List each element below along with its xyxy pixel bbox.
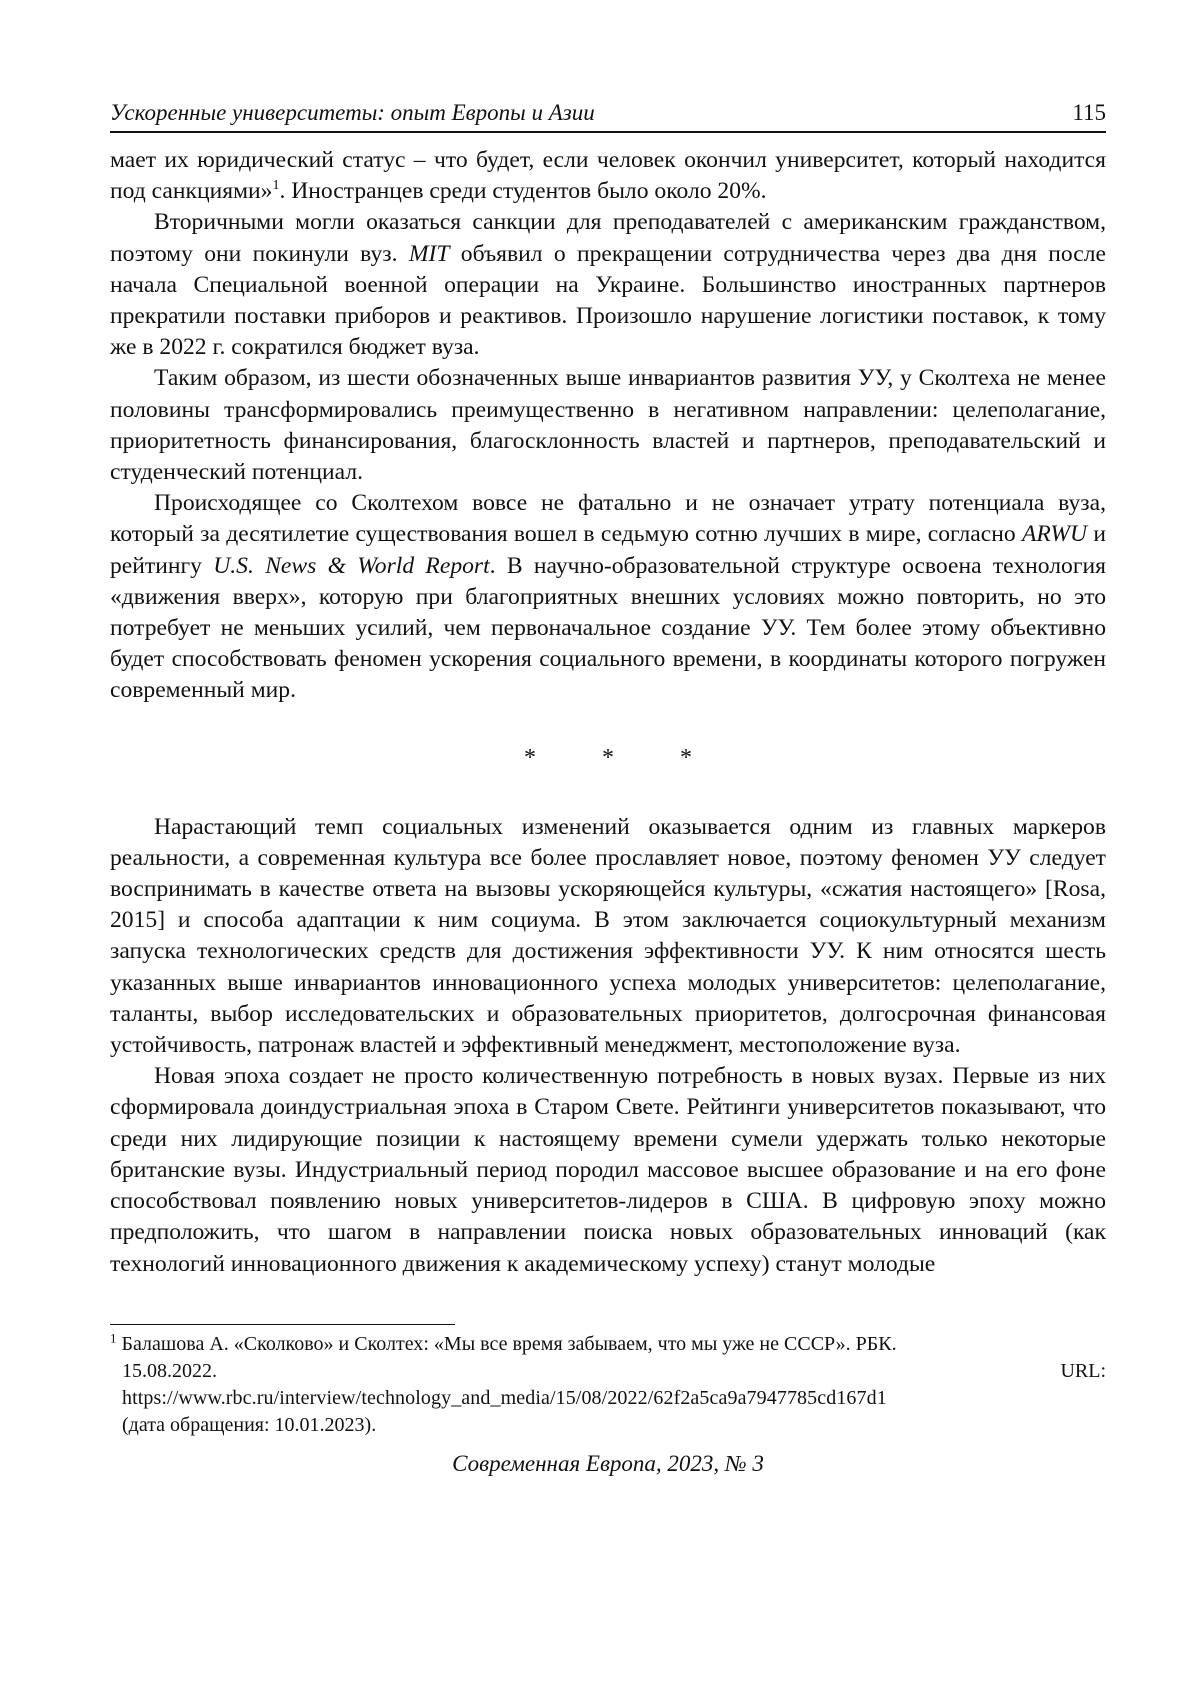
footnote-divider bbox=[110, 1324, 455, 1325]
footnote-url[interactable]: https://www.rbc.ru/interview/technology_and_media/15/08/2022/62f2a5ca9a7947785cd167d1 bbox=[122, 1386, 887, 1409]
footnote-access-date: (дата обращения: 10.01.2023). bbox=[122, 1413, 377, 1436]
running-title: Ускоренные университеты: опыт Европы и Азии bbox=[110, 100, 595, 125]
running-header bbox=[110, 100, 1106, 133]
page bbox=[110, 100, 1106, 1477]
paragraph-text: мает их юридический статус – что будет, если человек окончил университет, который находится под санкциями» bbox=[110, 147, 1106, 205]
paragraph-text: и рейтингу bbox=[110, 521, 1107, 579]
body-text bbox=[110, 145, 1106, 1280]
section-separator: * * * bbox=[524, 744, 692, 771]
paragraph-6: Новая эпоха создает не просто количественную потребность в новых вузах. Первые из них сформировала доиндустриальная эпоха в Старом Свете. Рейтинги университетов показывают, что среди них лидирующие позиции к настоящему времени сумели удержать только некоторые британские вузы. Индустриальный период породил массовое высшее образование и на его фоне способствовал появлению новых университетов-лидеров в США. В цифровую эпоху можно предположить, что шагом в направлении поиска новых образовательных инноваций (как технологий инновационного движения к академическому успеху) станут молодые bbox=[110, 1063, 1106, 1277]
paragraph-1 bbox=[110, 145, 1106, 207]
footnote bbox=[110, 1331, 1106, 1439]
footnote-number: 1 bbox=[110, 1330, 117, 1346]
footnote-date: 15.08.2022. bbox=[122, 1359, 217, 1382]
page-number: 115 bbox=[1072, 100, 1106, 125]
paragraph-text: Происходящее со Сколтехом вовсе не фатально и не означает утрату потенциала вуза, который за десятилетие существования вошел в седьмую сотню лучших в мире, согласно bbox=[110, 490, 1106, 548]
italic-term: U.S. News & World Report bbox=[213, 552, 490, 579]
paragraph-text: . Иностранцев среди студентов было около 20%. bbox=[279, 178, 767, 205]
paragraph-text: . В научно-образовательной структуре освоена технология «движения вверх», которую при благоприятных внешних условиях можно повторить, но это потребует не меньших усилий, чем первоначальное создание УУ. Тем более этому объективно будет способствовать феномен ускорения социального времени, в координаты которого погружен современный мир. bbox=[110, 552, 1106, 704]
footnote-text: Балашова А. «Сколково» и Сколтех: «Мы все время забываем, что мы уже не СССР». РБК. bbox=[121, 1332, 897, 1355]
footnote-line bbox=[110, 1331, 1106, 1358]
journal-footer: Современная Европа, 2023, № 3 bbox=[452, 1450, 764, 1476]
paragraph-text: объявил о прекращении сотрудничества через два дня после начала Специальной военной операции на Украине. Большинство иностранных партнеров прекратили поставки приборов и реактивов. Произошло нарушение логистики поставок, к тому же в 2022 г. сократился бюджет вуза. bbox=[110, 240, 1106, 361]
paragraph-5: Нарастающий темп социальных изменений оказывается одним из главных маркеров реальности, а современная культура все более прославляет новое, поэтому феномен УУ следует воспринимать в качестве ответа на вызовы ускоряющейся культуры, «сжатия настоящего» [Rosa, 2015] и способа адаптации к ним социума. В этом заключается социокультурный механизм запуска технологических средств для достижения эффективности УУ. К ним относятся шесть указанных выше инвариантов инновационного успеха молодых университетов: целеполагание, таланты, выбор исследовательских и образовательных приоритетов, долгосрочная финансовая устойчивость, патронаж властей и эффективный менеджмент, местоположение вуза. bbox=[110, 813, 1106, 1059]
paragraph-2 bbox=[110, 207, 1106, 363]
paragraph-3: Таким образом, из шести обозначенных выше инвариантов развития УУ, у Сколтеха не менее половины трансформировались преимущественно в негативном направлении: целеполагание, приоритетность финансирования, благосклонность властей и партнеров, преподавательский и студенческий потенциал. bbox=[110, 365, 1106, 486]
italic-term: MIT bbox=[408, 240, 450, 267]
paragraph-4 bbox=[110, 488, 1106, 706]
footnote-ref: 1 bbox=[272, 178, 280, 194]
footnote-line bbox=[110, 1358, 1106, 1385]
italic-term: ARWU bbox=[1021, 521, 1088, 548]
paragraph-text: Вторичными могли оказаться санкции для преподавателей с американским гражданством, поэтому они покинули вуз. bbox=[110, 209, 1106, 267]
footnote-url-label: URL: bbox=[1060, 1359, 1106, 1382]
